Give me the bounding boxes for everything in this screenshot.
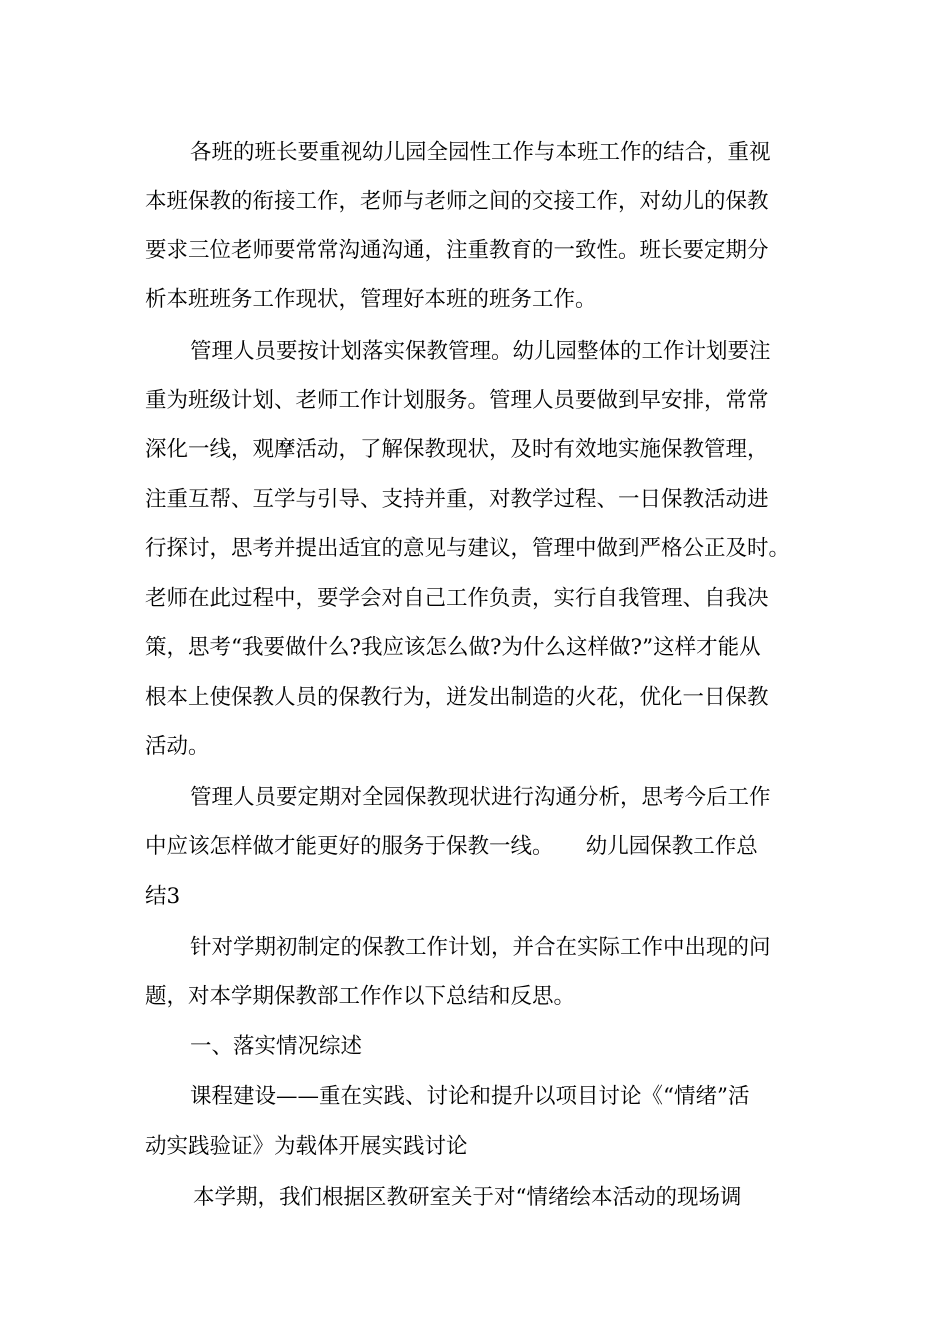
text-line: 动实践验证》为载体开展实践讨论	[145, 1134, 468, 1159]
text-line: 各班的班长要重视幼儿园全园性工作与本班工作的结合，重视	[190, 140, 771, 165]
text-line: 活动。	[145, 734, 210, 759]
text-line: 本学期，我们根据区教研室关于对“情绪绘本活动的现场调	[193, 1185, 742, 1210]
text-line: 深化一线，观摩活动，了解保教现状，及时有效地实施保教管理，	[145, 437, 769, 462]
text-line: 行探讨，思考并提出适宜的意见与建议，管理中做到严格公正及时。	[145, 536, 791, 561]
text-line: 老师在此过程中，要学会对自己工作负责，实行自我管理、自我决	[145, 586, 769, 611]
text-line: 中应该怎样做才能更好的服务于保教一线。 幼儿园保教工作总	[145, 834, 758, 859]
text-line: 管理人员要按计划落实保教管理。幼儿园整体的工作计划要注	[190, 339, 771, 364]
text-line: 管理人员要定期对全园保教现状进行沟通分析，思考今后工作	[190, 785, 771, 810]
text-line: 根本上使保教人员的保教行为，迸发出制造的火花，优化一日保教	[145, 685, 769, 710]
text-line: 题，对本学期保教部工作作以下总结和反思。	[145, 984, 576, 1009]
text-line: 策，思考“我要做什么?我应该怎么做?为什么这样做?”这样才能从	[145, 635, 761, 660]
text-line: 结3	[145, 884, 181, 909]
text-line: 针对学期初制定的保教工作计划，并合在实际工作中出现的问	[190, 935, 771, 960]
text-line: 析本班班务工作现状，管理好本班的班务工作。	[145, 287, 597, 312]
text-line: 本班保教的衔接工作，老师与老师之间的交接工作，对幼儿的保教	[145, 189, 769, 214]
text-line: 要求三位老师要常常沟通沟通，注重教育的一致性。班长要定期分	[145, 238, 769, 263]
text-line: 重为班级计划、老师工作计划服务。管理人员要做到早安排，常常	[145, 388, 769, 413]
section-heading: 一、落实情况综述	[190, 1034, 363, 1059]
text-line: 注重互帮、互学与引导、支持并重，对教学过程、一日保教活动进	[145, 487, 769, 512]
text-line: 课程建设——重在实践、讨论和提升以项目讨论《“情绪”活	[190, 1084, 750, 1109]
